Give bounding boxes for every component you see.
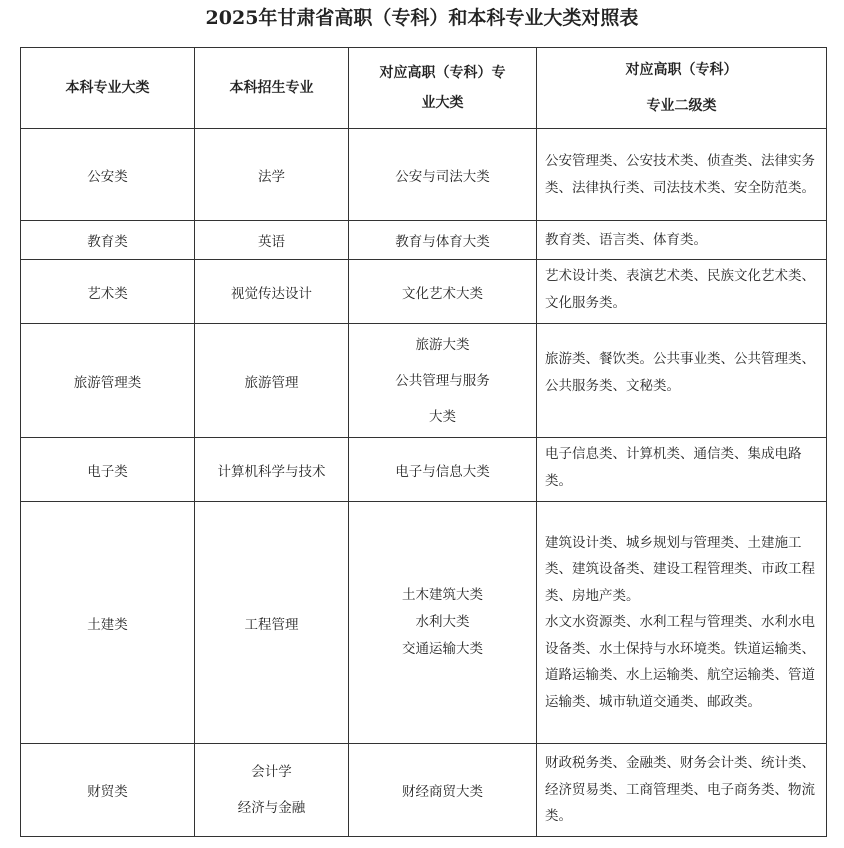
- comparison-table: [20, 47, 827, 837]
- vocational-cell: 文化艺术大类: [349, 260, 537, 324]
- table-row: [21, 502, 827, 744]
- header-undergrad-category: 本科专业大类: [21, 48, 195, 129]
- header-vocational-category: 对应高职（专科）专 业大类: [349, 48, 537, 129]
- header-row: [21, 48, 827, 129]
- table-row: [21, 260, 827, 324]
- category-cell: 教育类: [21, 221, 195, 260]
- major-cell: 会计学 经济与金融: [195, 744, 349, 837]
- vocational-cell: 旅游大类 公共管理与服务 大类: [349, 324, 537, 438]
- table-row: [21, 129, 827, 221]
- header-undergrad-major: 本科招生专业: [195, 48, 349, 129]
- vocational-cell: 教育与体育大类: [349, 221, 537, 260]
- subclass-cell: 艺术设计类、表演艺术类、民族文化艺术类、文化服务类。: [537, 260, 827, 324]
- subclass-cell: 教育类、语言类、体育类。: [537, 221, 827, 260]
- major-cell: 工程管理: [195, 502, 349, 744]
- major-cell: 英语: [195, 221, 349, 260]
- subclass-cell: 建筑设计类、城乡规划与管理类、土建施工类、建筑设备类、建设工程管理类、市政工程类、房地产类。 水文水资源类、水利工程与管理类、水利水电设备类、水土保持与水环境类。铁道运输类、道路运输类、水上运输类、航空运输类、管道运输类、城市轨道交通类、邮政类。: [537, 502, 827, 744]
- category-cell: 电子类: [21, 438, 195, 502]
- subclass-cell: 公安管理类、公安技术类、侦查类、法律实务类、法律执行类、司法技术类、安全防范类。: [537, 129, 827, 221]
- subclass-cell: 财政税务类、金融类、财务会计类、统计类、经济贸易类、工商管理类、电子商务类、物流类。: [537, 744, 827, 837]
- vocational-cell: 电子与信息大类: [349, 438, 537, 502]
- major-cell: 旅游管理: [195, 324, 349, 438]
- category-cell: 土建类: [21, 502, 195, 744]
- vocational-cell: 公安与司法大类: [349, 129, 537, 221]
- table-row: [21, 438, 827, 502]
- category-cell: 公安类: [21, 129, 195, 221]
- table-row: [21, 324, 827, 438]
- major-cell: 视觉传达设计: [195, 260, 349, 324]
- vocational-cell: 财经商贸大类: [349, 744, 537, 837]
- vocational-cell: 土木建筑大类 水利大类 交通运输大类: [349, 502, 537, 744]
- major-cell: 法学: [195, 129, 349, 221]
- table-row: [21, 744, 827, 837]
- major-cell: 计算机科学与技术: [195, 438, 349, 502]
- page-title: 2025年甘肃省高职（专科）和本科专业大类对照表: [205, 7, 639, 29]
- subclass-cell: 旅游类、餐饮类。公共事业类、公共管理类、公共服务类、文秘类。: [537, 324, 827, 438]
- category-cell: 财贸类: [21, 744, 195, 837]
- category-cell: 艺术类: [21, 260, 195, 324]
- table-row: [21, 221, 827, 260]
- category-cell: 旅游管理类: [21, 324, 195, 438]
- subclass-cell: 电子信息类、计算机类、通信类、集成电路类。: [537, 438, 827, 502]
- header-vocational-subclass: 对应高职（专科） 专业二级类: [537, 48, 827, 129]
